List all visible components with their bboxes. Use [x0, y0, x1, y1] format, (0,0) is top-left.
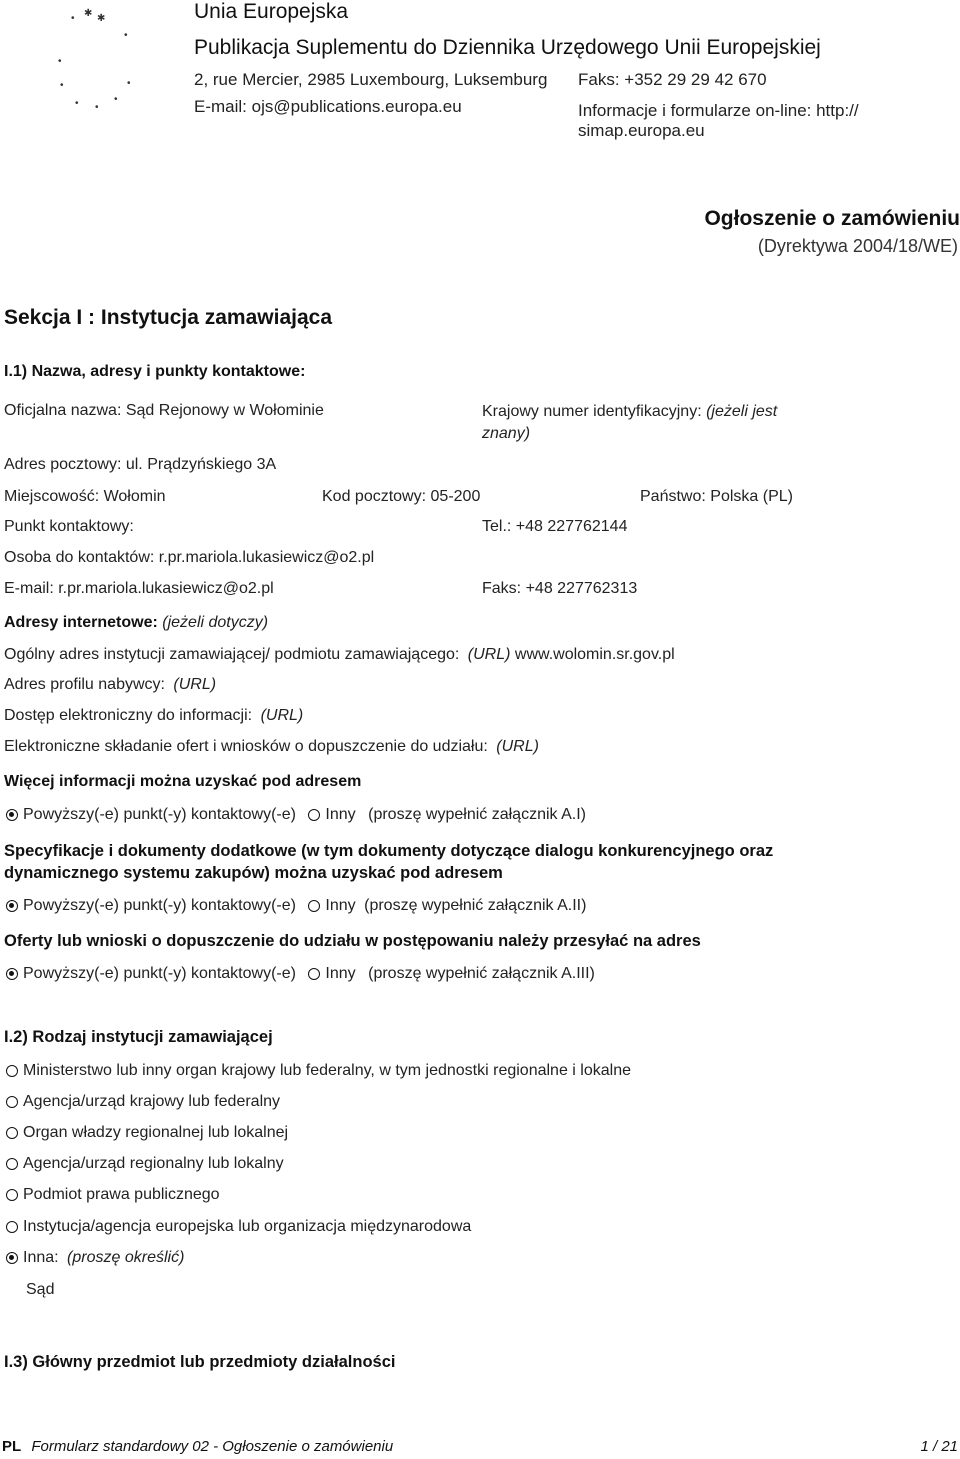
type-option: [6, 1155, 284, 1173]
footer-page: 1 / 21: [920, 1438, 958, 1455]
type-option: [6, 1062, 631, 1080]
contact-person-value: r.pr.mariola.lukasiewicz@o2.pl: [158, 549, 375, 566]
s11-title: I.1) Nazwa, adresy i punkty kontaktowe:: [4, 363, 306, 380]
type-option: [6, 1124, 288, 1142]
eu-stars-logo: • ✱ ✱ • • • • • • •: [58, 8, 131, 113]
general-address-link[interactable]: www.wolomin.sr.gov.pl: [514, 646, 675, 663]
radio-empty-icon[interactable]: [6, 1189, 18, 1201]
more-info-title: Więcej informacji można uzyskać pod adresem: [4, 773, 362, 790]
opt-above-label: Powyższy(-e) punkt(-y) kontaktowy(-e): [23, 806, 296, 823]
internet-row: [4, 614, 268, 632]
radio-selected-icon[interactable]: [6, 900, 18, 912]
footer-form: Formularz standardowy 02 - Ogłoszenie o zamówieniu: [31, 1438, 394, 1455]
electronic-submission-row: [4, 738, 539, 756]
offers-title: Oferty lub wnioski o dopuszczenie do udziału w postępowaniu należy przesyłać na adres: [4, 932, 701, 950]
notice-title: Ogłoszenie o zamówieniu: [704, 207, 960, 230]
email-row: [4, 580, 274, 598]
specs-title-line2: dynamicznego systemu zakupów) można uzyskać pod adresem: [4, 864, 503, 882]
postcode-label: Kod pocztowy:: [322, 488, 427, 505]
tel-row: [482, 518, 627, 536]
type-option-other: [6, 1249, 184, 1267]
header-info-line2: simap.europa.eu: [578, 121, 705, 140]
s12-title: I.2) Rodzaj instytucji zamawiającej: [4, 1028, 273, 1046]
header-publication: Publikacja Suplementu do Dziennika Urzędowego Unii Europejskiej: [194, 36, 821, 59]
tel-label: Tel.:: [482, 518, 512, 535]
opt-other-label: Inny: [325, 897, 356, 914]
country-label: Państwo:: [640, 488, 706, 505]
general-address-label: Ogólny adres instytucji zamawiającej/ podmiotu zamawiającego:: [4, 646, 460, 663]
offers-options: [6, 965, 595, 983]
national-id-note2: znany): [482, 425, 531, 442]
national-id-label: Krajowy numer identyfikacyjny:: [482, 403, 702, 420]
official-name-row: [4, 402, 324, 420]
country-row: [640, 488, 793, 506]
type-label: Instytucja/agencja europejska lub organizacja międzynarodowa: [23, 1218, 472, 1235]
type-label: Agencja/urząd regionalny lub lokalny: [23, 1155, 284, 1172]
s13-title: I.3) Główny przedmiot lub przedmioty działalności: [4, 1353, 396, 1371]
radio-empty-icon[interactable]: [6, 1096, 18, 1108]
type-label: Organ władzy regionalnej lub lokalnej: [23, 1124, 289, 1141]
general-address-row: [4, 646, 675, 664]
radio-empty-icon[interactable]: [308, 809, 320, 821]
type-label: Podmiot prawa publicznego: [23, 1186, 220, 1203]
postal-label: Adres pocztowy:: [4, 456, 122, 473]
more-info-options: [6, 806, 586, 824]
email-value[interactable]: r.pr.mariola.lukasiewicz@o2.pl: [58, 580, 274, 597]
buyer-profile-row: [4, 676, 216, 694]
type-option: [6, 1093, 280, 1111]
notice-directive: (Dyrektywa 2004/18/WE): [757, 236, 958, 256]
fax-row: [482, 580, 637, 598]
header-fax: Faks: +352 29 29 42 670: [578, 70, 767, 89]
postcode-row: [322, 488, 480, 506]
type-other-label: Inna:: [23, 1249, 59, 1266]
national-id-note1: (jeżeli jest: [706, 403, 778, 420]
url-tag: (URL): [173, 676, 217, 693]
type-option: [6, 1186, 220, 1204]
postal-value: ul. Prądzyńskiego 3A: [125, 456, 277, 473]
fax-label: Faks:: [482, 580, 522, 597]
url-tag: (URL): [260, 707, 304, 724]
type-other-value: Sąd: [26, 1281, 55, 1298]
opt-other-label: Inny: [325, 965, 356, 982]
country-value: Polska (PL): [710, 488, 793, 505]
radio-empty-icon[interactable]: [6, 1221, 18, 1233]
header-address: 2, rue Mercier, 2985 Luxembourg, Luksemburg: [194, 70, 548, 89]
url-tag: (URL): [467, 646, 511, 663]
postal-row: [4, 456, 276, 474]
section-title: Sekcja I : Instytucja zamawiająca: [4, 306, 333, 329]
opt-other-note: (proszę wypełnić załącznik A.I): [368, 806, 586, 823]
internet-label: Adresy internetowe:: [4, 614, 158, 631]
type-option: [6, 1218, 471, 1236]
type-other-note: (proszę określić): [67, 1249, 185, 1266]
city-row: [4, 488, 166, 506]
radio-selected-icon[interactable]: [6, 968, 18, 980]
electronic-submission-label: Elektroniczne składanie ofert i wniosków o dopuszczenie do udziału:: [4, 738, 488, 755]
radio-empty-icon[interactable]: [308, 900, 320, 912]
radio-selected-icon[interactable]: [6, 809, 18, 821]
radio-empty-icon[interactable]: [308, 968, 320, 980]
tel-value: +48 227762144: [515, 518, 628, 535]
city-label: Miejscowość:: [4, 488, 100, 505]
url-tag: (URL): [496, 738, 539, 755]
radio-empty-icon[interactable]: [6, 1127, 18, 1139]
internet-note: (jeżeli dotyczy): [162, 614, 269, 631]
official-name-value: Sąd Rejonowy w Wołominie: [125, 402, 324, 419]
header-email: E-mail: ojs@publications.europa.eu: [194, 97, 462, 116]
fax-value: +48 227762313: [525, 580, 638, 597]
radio-empty-icon[interactable]: [6, 1065, 18, 1077]
opt-other-note: (proszę wypełnić załącznik A.III): [368, 965, 595, 982]
opt-above-label: Powyższy(-e) punkt(-y) kontaktowy(-e): [23, 965, 296, 982]
specs-options: [6, 897, 586, 915]
footer-left: [2, 1438, 393, 1455]
opt-other-label: Inny: [325, 806, 356, 823]
radio-empty-icon[interactable]: [6, 1158, 18, 1170]
buyer-profile-label: Adres profilu nabywcy:: [4, 676, 165, 693]
opt-above-label: Powyższy(-e) punkt(-y) kontaktowy(-e): [23, 897, 296, 914]
header-info-line1: Informacje i formularze on-line: http://: [578, 101, 859, 120]
type-label: Agencja/urząd krajowy lub federalny: [23, 1093, 281, 1110]
electronic-access-label: Dostęp elektroniczny do informacji:: [4, 707, 253, 724]
header-org: Unia Europejska: [194, 0, 349, 23]
contact-point-label: Punkt kontaktowy:: [4, 518, 134, 535]
contact-person-row: [4, 549, 374, 567]
postcode-value: 05-200: [430, 488, 481, 505]
footer-lang: PL: [2, 1438, 22, 1455]
electronic-access-row: [4, 707, 303, 725]
radio-selected-icon[interactable]: [6, 1252, 18, 1264]
specs-title-line1: Specyfikacje i dokumenty dodatkowe (w tym dokumenty dotyczące dialogu konkurencyjnego oraz: [4, 842, 774, 860]
official-name-label: Oficjalna nazwa:: [4, 402, 122, 419]
contact-person-label: Osoba do kontaktów:: [4, 549, 155, 566]
opt-other-note: (proszę wypełnić załącznik A.II): [364, 897, 587, 914]
type-label: Ministerstwo lub inny organ krajowy lub federalny, w tym jednostki regionalne i lokalne: [23, 1062, 631, 1079]
national-id-row: [482, 403, 777, 421]
city-value: Wołomin: [103, 488, 166, 505]
email-label: E-mail:: [4, 580, 54, 597]
